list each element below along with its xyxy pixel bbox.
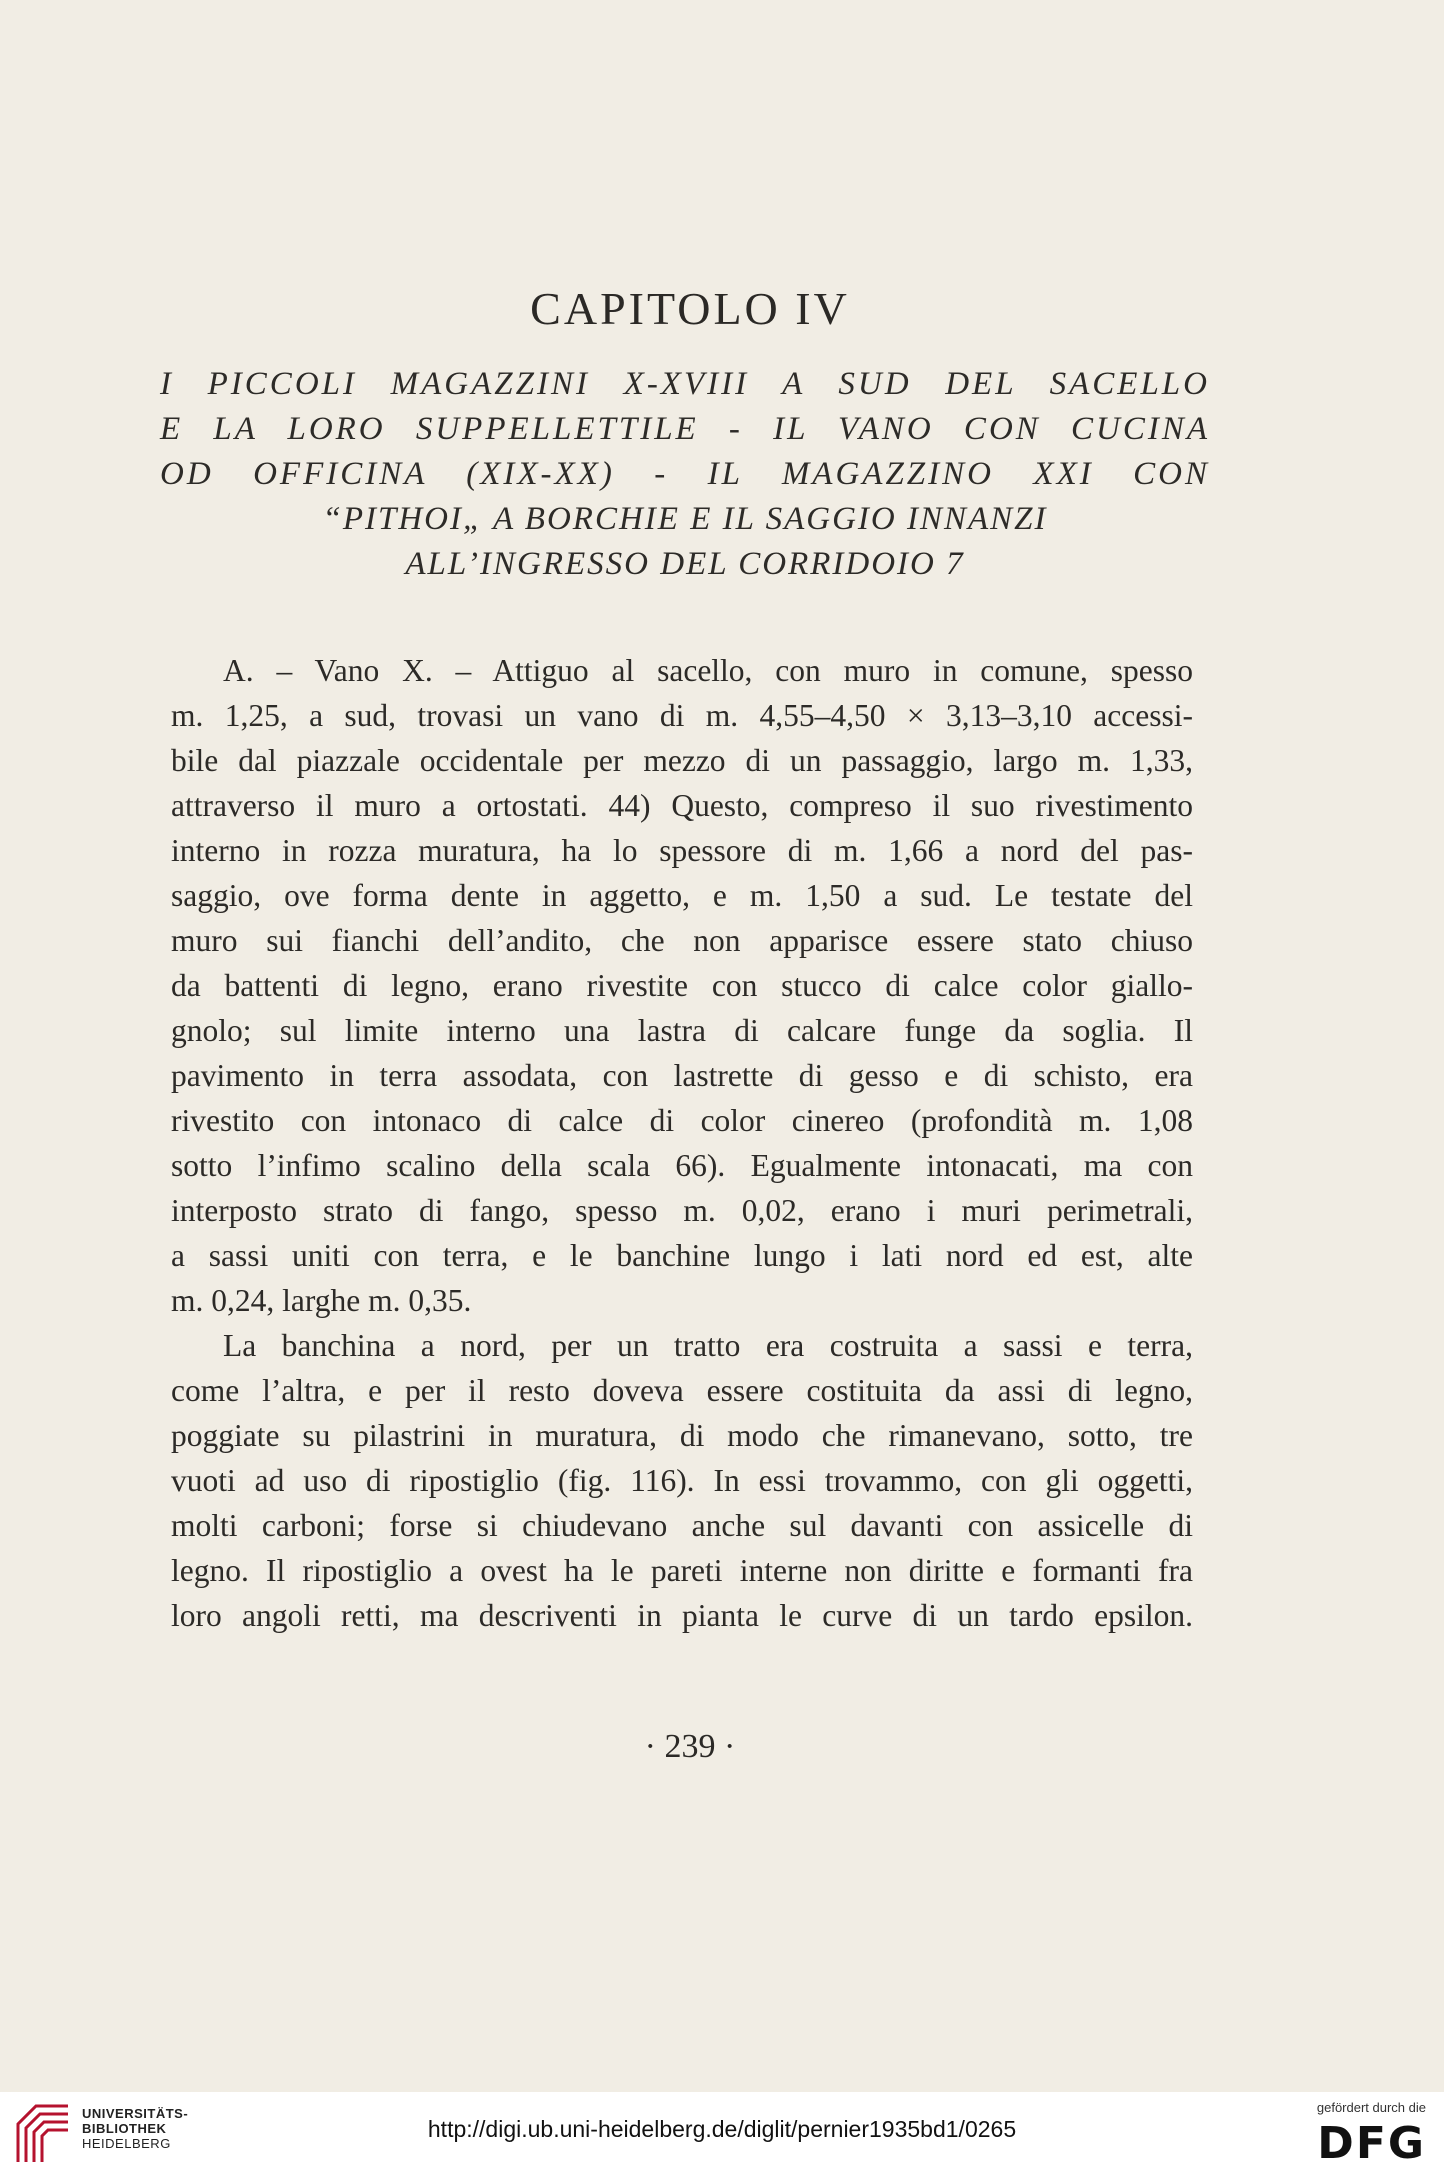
subtitle-line: “PITHOI„ A BORCHIE E IL SAGGIO INNANZI [322,501,1048,537]
text-line: gnolo; sul limite interno una lastra di calcare funge da soglia. Il [171,1013,1193,1048]
page-number: · 239 · [644,1728,736,1765]
text-line: molti carboni; forse si chiudevano anche sul davanti con assicelle di [171,1508,1193,1543]
text-line: saggio, ove forma dente in aggetto, e m. 1,50 a sud. Le testate del [171,878,1193,913]
text-line: m. 1,25, a sud, trovasi un vano di m. 4,55–4,50 × 3,13–3,10 accessi- [171,698,1193,733]
text-line: legno. Il ripostiglio a ovest ha le pareti interne non diritte e formanti fra [171,1553,1193,1588]
library-name-line: BIBLIOTHEK [82,2121,167,2136]
chapter-title: CAPITOLO IV [530,283,850,334]
subtitle-line: I PICCOLI MAGAZZINI X-XVIII A SUD DEL SACELLO [160,366,1210,402]
text-line: da battenti di legno, erano rivestite con stucco di calce color giallo- [171,968,1193,1003]
subtitle-line: ALL’INGRESSO DEL CORRIDOIO 7 [405,546,965,582]
library-name-line: HEIDELBERG [82,2136,171,2151]
chapter-subtitle [160,362,1210,587]
dfg-logo: DFG [1317,2118,1426,2169]
text-line: rivestito con intonaco di calce di color cinereo (profondità m. 1,08 [171,1103,1193,1138]
text-line: m. 0,24, larghe m. 0,35. [171,1283,472,1318]
text-line: bile dal piazzale occidentale per mezzo di un passaggio, largo m. 1,33, [171,743,1193,778]
text-line: interno in rozza muratura, ha lo spessore di m. 1,66 a nord del pas- [171,833,1193,868]
text-line: poggiate su pilastrini in muratura, di modo che rimanevano, sotto, tre [171,1418,1193,1453]
text-line: pavimento in terra assodata, con lastrette di gesso e di schisto, era [171,1058,1193,1093]
text-line: A. – Vano X. – Attiguo al sacello, con muro in comune, spesso [223,653,1193,688]
text-line: La banchina a nord, per un tratto era costruita a sassi e terra, [223,1328,1193,1363]
text-line: come l’altra, e per il resto doveva essere costituita da assi di legno, [171,1373,1193,1408]
body-text [171,648,1193,1638]
text-line: loro angoli retti, ma descriventi in pianta le curve di un tardo epsilon. [171,1598,1193,1633]
text-line: muro sui fianchi dell’andito, che non apparisce essere stato chiuso [171,923,1193,958]
library-name-line: UNIVERSITÄTS- [82,2106,189,2121]
text-line: sotto l’infimo scalino della scala 66). Egualmente intonacati, ma con [171,1148,1193,1183]
funding-caption: gefördert durch die [1316,2100,1426,2115]
text-line: a sassi uniti con terra, e le banchine lungo i lati nord ed est, alte [171,1238,1193,1273]
text-line: interposto strato di fango, spesso m. 0,02, erano i muri perimetrali, [171,1193,1193,1228]
text-line: attraverso il muro a ortostati. 44) Questo, compreso il suo rivestimento [171,788,1193,823]
text-line: vuoti ad uso di ripostiglio (fig. 116). In essi trovammo, con gli oggetti, [171,1463,1193,1498]
subtitle-line: E LA LORO SUPPELLETTILE - IL VANO CON CUCINA [160,411,1210,447]
source-url-link[interactable]: http://digi.ub.uni-heidelberg.de/diglit/pernier1935bd1/0265 [427,2116,1017,2142]
subtitle-line: OD OFFICINA (XIX-XX) - IL MAGAZZINO XXI CON [160,456,1210,492]
